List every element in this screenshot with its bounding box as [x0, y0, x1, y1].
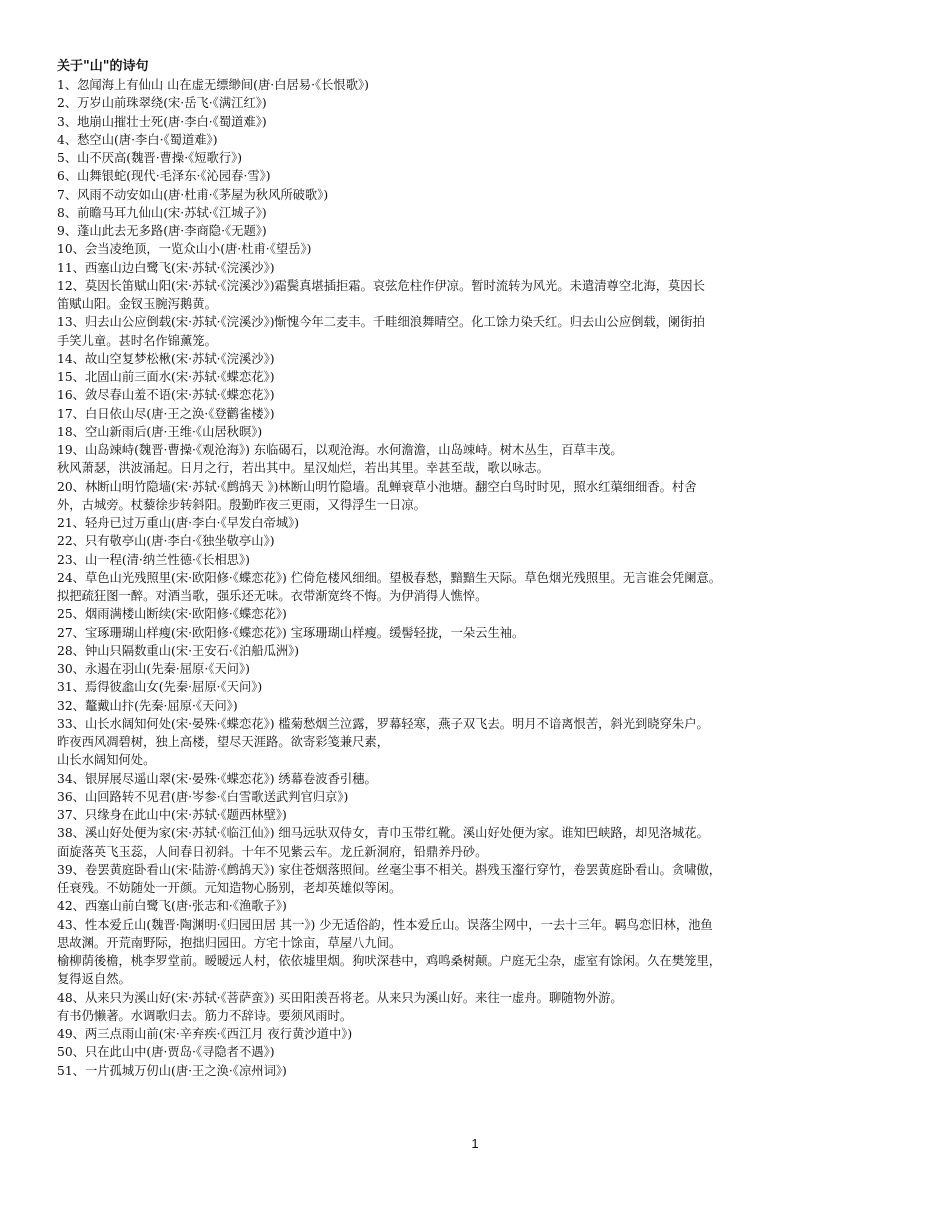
- poem-line: 3、地崩山摧壮士死(唐·李白·《蜀道难》): [57, 114, 267, 129]
- poem-line: 34、银屏展尽遥山翠(宋·晏殊·《蝶恋花》) 绣幕卷波香引穗。: [57, 771, 377, 786]
- poem-line: 22、只有敬亭山(唐·李白·《独坐敬亭山》): [57, 534, 275, 549]
- poem-line: 14、故山空复梦松楸(宋·苏轼·《浣溪沙》): [57, 351, 275, 366]
- poem-line: 37、只缘身在此山中(宋·苏轼·《题西林壁》): [57, 808, 287, 822]
- poem-line: 49、两三点雨山前(宋·辛弃疾·《西江月 夜行黄沙道中》): [57, 1027, 353, 1041]
- poem-line: 4、愁空山(唐·李白·《蜀道难》): [57, 132, 218, 147]
- poem-line: 15、北固山前三面水(宋·苏轼·《蝶恋花》): [57, 370, 275, 384]
- poem-line: 19、山岛竦峙(魏晋·曹操·《观沧海》) 东临碣石，以观沧海。水何澹澹，山岛竦峙。树木丛生，百草丰茂。: [57, 443, 623, 457]
- poem-line: 18、空山新雨后(唐·王维·《山居秋暝》): [57, 424, 263, 439]
- poem-line: 榆柳荫後檐，桃李罗堂前。暧暧远人村，依依墟里烟。狗吠深巷中，鸡鸣桑树颠。户庭无尘杂，虚室有馀闲。久在樊笼里，: [57, 954, 722, 968]
- poem-line-list: [57, 76, 897, 1080]
- poem-line: 6、山舞银蛇(现代·毛泽东·《沁园春·雪》): [57, 169, 271, 184]
- poem-line: 笛赋山阳。金钗玉腕泻鹅黄。: [57, 297, 217, 311]
- poem-line: 复得返自然。: [57, 972, 131, 987]
- poem-line: 30、永遏在羽山(先秦·屈原·《天问》): [57, 662, 250, 676]
- poem-line: 1、忽闻海上有仙山 山在虚无缥缈间(唐·白居易·《长恨歌》): [57, 78, 369, 92]
- poem-line: 17、白日依山尽(唐·王之涣·《登鹳雀楼》): [57, 406, 275, 421]
- poem-line: 5、山不厌高(魏晋·曹操·《短歌行》): [57, 151, 243, 165]
- poem-line: 有书仍懒著。水调歌归去。筋力不辞诗。要须风雨时。: [57, 1008, 353, 1023]
- poem-line: 42、西塞山前白鹭飞(唐·张志和·《渔歌子》): [57, 899, 287, 914]
- poem-line: 2、万岁山前珠翠绕(宋·岳飞·《满江红》): [57, 96, 267, 111]
- poem-line: 思故渊。开荒南野际，抱拙归园田。方宅十馀亩，草屋八九间。: [57, 935, 402, 950]
- poem-line: 31、焉得彼嵞山女(先秦·屈原·《天问》): [57, 680, 263, 695]
- poem-line: 20、林断山明竹隐墙(宋·苏轼·《鹧鸪天 》)林断山明竹隐墙。乱蝉衰草小池塘。翻空白鸟时时见，照水红蕖细细香。村舍: [57, 479, 697, 494]
- poem-line: 24、草色山光残照里(宋·欧阳修·《蝶恋花》) 伫倚危楼风细细。望极春愁，黯黯生天际。草色烟光残照里。无言谁会凭阑意。: [57, 570, 722, 585]
- poem-line: 27、宝琢珊瑚山样瘦(宋·欧阳修·《蝶恋花》) 宝琢珊瑚山样瘦。缓髻轻拢，一朵云生袖。: [57, 625, 525, 640]
- poem-line: 32、鼇戴山抃(先秦·屈原·《天问》): [57, 698, 238, 713]
- poem-line: 面旋落英飞玉蕊，人间春日初斜。十年不见紫云车。龙丘新洞府，铅鼎养丹砂。: [57, 844, 488, 859]
- poem-line: 山长水阔知何处。: [57, 753, 156, 768]
- poem-line: 36、山回路转不见君(唐·岑参·《白雪歌送武判官归京》): [57, 789, 349, 804]
- poem-line: 23、山一程(清·纳兰性德·《长相思》): [57, 552, 250, 567]
- poem-line: 43、性本爱丘山(魏晋·陶渊明·《归园田居 其一》) 少无适俗韵，性本爱丘山。误落尘网中，一去十三年。羁鸟恋旧林，池鱼: [57, 917, 713, 932]
- poem-line: 昨夜西风凋碧树，独上高楼，望尽天涯路。欲寄彩笺兼尺素，: [57, 735, 390, 749]
- poem-line: 39、卷罢黄庭卧看山(宋·陆游·《鹧鸪天》) 家住苍烟落照间。丝毫尘事不相关。斟残玉瀣行穿竹，卷罢黄庭卧看山。贪啸傲，: [57, 862, 722, 877]
- poem-line: 48、从来只为溪山好(宋·苏轼·《菩萨蛮》) 买田阳羡吾将老。从来只为溪山好。来往一虚舟。聊随物外游。: [57, 990, 623, 1005]
- page-number: 1: [471, 1136, 479, 1151]
- poem-line: 任衰残。不妨随处一开颜。元知造物心肠别，老却英雄似等闲。: [57, 881, 402, 895]
- poem-line: 秋风萧瑟，洪波涌起。日月之行，若出其中。星汉灿烂，若出其里。幸甚至哉，歌以咏志。: [57, 461, 549, 476]
- poem-line: 38、溪山好处便为家(宋·苏轼·《临江仙》) 细马远驮双侍女，青巾玉带红靴。溪山好处便为家。谁知巴峡路，却见洛城花。: [57, 826, 709, 841]
- document-title: 关于"山"的诗句: [57, 59, 149, 74]
- poem-line: 51、一片孤城万仞山(唐·王之涣·《凉州词》): [57, 1063, 287, 1078]
- poem-line: 拟把疏狂图一醉。对酒当歌，强乐还无味。衣带渐宽终不悔。为伊消得人憔悴。: [57, 589, 488, 603]
- poem-line: 28、钟山只隔数重山(宋·王安石·《泊船瓜洲》): [57, 643, 300, 658]
- poem-line: 9、蓬山此去无多路(唐·李商隐·《无题》): [57, 224, 267, 238]
- poem-line: 33、山长水阔知何处(宋·晏殊·《蝶恋花》) 槛菊愁烟兰泣露，罗幕轻寒，燕子双飞去。明月不谙离恨苦，斜光到晓穿朱户。: [57, 716, 709, 731]
- poem-line: 13、归去山公应倒载(宋·苏轼·《浣溪沙》)惭愧今年二麦丰。千畦细浪舞晴空。化工馀力染夭红。归去山公应倒载，阑街拍: [57, 315, 705, 330]
- poem-line: 手笑儿童。甚时名作锦薰笼。: [57, 333, 217, 348]
- document-page: [57, 58, 897, 1080]
- poem-line: 25、烟雨满楼山断续(宋·欧阳修·《蝶恋花》): [57, 607, 287, 622]
- poem-line: 16、敛尽春山羞不语(宋·苏轼·《蝶恋花》): [57, 388, 275, 403]
- poem-line: 10、会当凌绝顶，一览众山小(唐·杜甫·《望岳》): [57, 242, 312, 257]
- poem-line: 11、西塞山边白鹭飞(宋·苏轼·《浣溪沙》): [57, 260, 275, 275]
- poem-line: 12、莫因长笛赋山阳(宋·苏轼·《浣溪沙》)霜鬓真堪插拒霜。哀弦危柱作伊凉。暂时流转为风光。未遣清尊空北海，莫因长: [57, 278, 705, 293]
- poem-line: 8、前瞻马耳九仙山(宋·苏轼·《江城子》): [57, 205, 267, 220]
- poem-line: 7、风雨不动安如山(唐·杜甫·《茅屋为秋风所破歌》): [57, 187, 329, 202]
- poem-line: 外，古城旁。杖藜徐步转斜阳。殷勤昨夜三更雨，又得浮生一日凉。: [57, 497, 426, 512]
- poem-line: 50、只在此山中(唐·贾岛·《寻隐者不遇》): [57, 1045, 275, 1060]
- poem-line: 21、轻舟已过万重山(唐·李白·《早发白帝城》): [57, 516, 300, 530]
